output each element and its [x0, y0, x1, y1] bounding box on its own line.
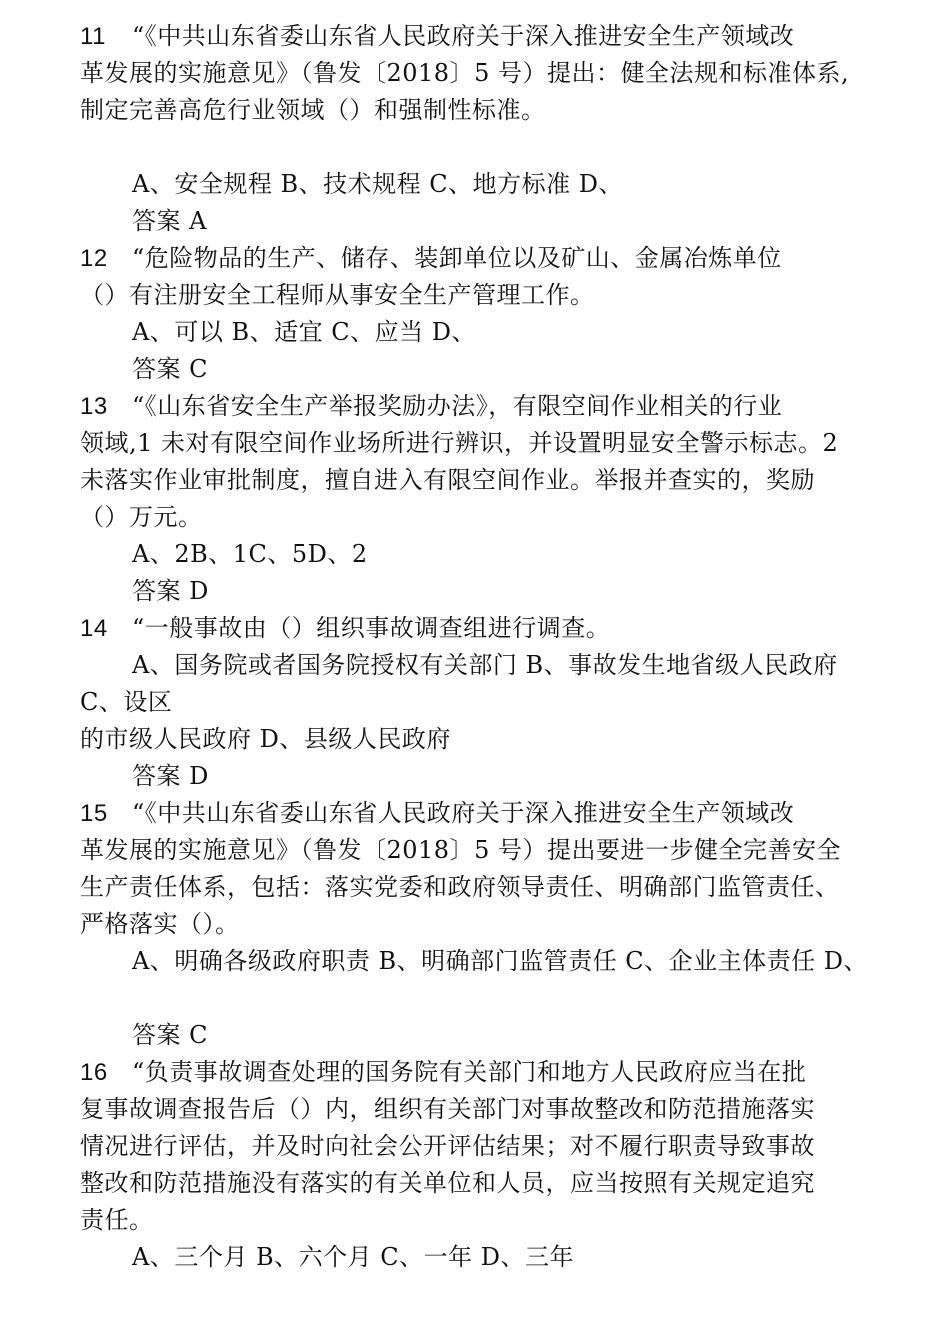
- question-number: 12: [80, 245, 108, 272]
- question-11: [80, 18, 890, 240]
- question-line: 严格落实（）。: [80, 910, 240, 938]
- question-text: “《中共山东省委山东省人民政府关于深入推进安全生产领域改: [132, 22, 795, 50]
- question-line: 复事故调查报告后（）内，组织有关部门对事故整改和防范措施落实: [80, 1095, 815, 1123]
- question-line: [80, 795, 890, 832]
- options-line: A、国务院或者国务院授权有关部门 B、事故发生地省级人民政府: [132, 651, 838, 679]
- question-line: 未落实作业审批制度，擅自进入有限空间作业。举报并查实的，奖励: [80, 466, 815, 494]
- answer-line: 答案 C: [132, 1021, 208, 1049]
- answer-line: 答案 A: [132, 207, 207, 235]
- spacer: [80, 980, 890, 1017]
- options-line: C、设区: [80, 688, 173, 716]
- question-text: “负责事故调查处理的国务院有关部门和地方人民政府应当在批: [132, 1058, 807, 1086]
- answer-line: 答案 C: [132, 355, 208, 383]
- question-13: [80, 388, 890, 610]
- question-line: 责任。: [80, 1206, 154, 1234]
- question-number: 13: [80, 393, 108, 420]
- options-line: A、2B、1C、5D、2: [132, 540, 368, 568]
- question-text: “一般事故由（）组织事故调查组进行调查。: [132, 614, 611, 642]
- question-line: [80, 240, 890, 277]
- question-line: 革发展的实施意见》（鲁发〔2018〕5 号）提出要进一步健全完善安全: [80, 836, 841, 864]
- question-line: （）有注册安全工程师从事安全生产管理工作。: [80, 281, 595, 309]
- answer-line: 答案 D: [132, 762, 209, 790]
- question-line: 整改和防范措施没有落实的有关单位和人员，应当按照有关规定追究: [80, 1169, 815, 1197]
- options-line: A、三个月 B、六个月 C、一年 D、三年: [132, 1243, 574, 1271]
- spacer: [80, 129, 890, 166]
- question-14: [80, 610, 890, 795]
- question-line: 制定完善高危行业领域（）和强制性标准。: [80, 96, 546, 124]
- question-number: 14: [80, 615, 108, 642]
- options-line: A、明确各级政府职责 B、明确部门监管责任 C、企业主体责任 D、: [132, 947, 868, 975]
- question-line: （）万元。: [80, 503, 203, 531]
- question-15: [80, 795, 890, 1054]
- question-line: 领域,1 未对有限空间作业场所进行辨识，并设置明显安全警示标志。2: [80, 429, 839, 457]
- options-line: 的市级人民政府 D、县级人民政府: [80, 725, 451, 753]
- question-number: 16: [80, 1059, 108, 1086]
- question-16: [80, 1054, 890, 1276]
- question-line: 生产责任体系，包括：落实党委和政府领导责任、明确部门监管责任、: [80, 873, 840, 901]
- question-line: [80, 1054, 890, 1091]
- question-text: “《山东省安全生产举报奖励办法》，有限空间作业相关的行业: [132, 392, 783, 420]
- options-line: A、可以 B、适宜 C、应当 D、: [132, 318, 476, 346]
- document-page: [80, 18, 890, 1276]
- question-12: [80, 240, 890, 388]
- question-number: 15: [80, 800, 108, 827]
- question-line: [80, 18, 890, 55]
- question-line: 革发展的实施意见》（鲁发〔2018〕5 号）提出：健全法规和标准体系,: [80, 59, 850, 87]
- question-line: 情况进行评估，并及时向社会公开评估结果；对不履行职责导致事故: [80, 1132, 815, 1160]
- question-number: 11: [80, 23, 106, 50]
- answer-line: 答案 D: [132, 577, 209, 605]
- question-text: “《中共山东省委山东省人民政府关于深入推进安全生产领域改: [132, 799, 795, 827]
- question-line: [80, 610, 890, 647]
- question-text: “危险物品的生产、储存、装卸单位以及矿山、金属冶炼单位: [132, 244, 782, 272]
- options-line: A、安全规程 B、技术规程 C、地方标准 D、: [132, 170, 623, 198]
- question-line: [80, 388, 890, 425]
